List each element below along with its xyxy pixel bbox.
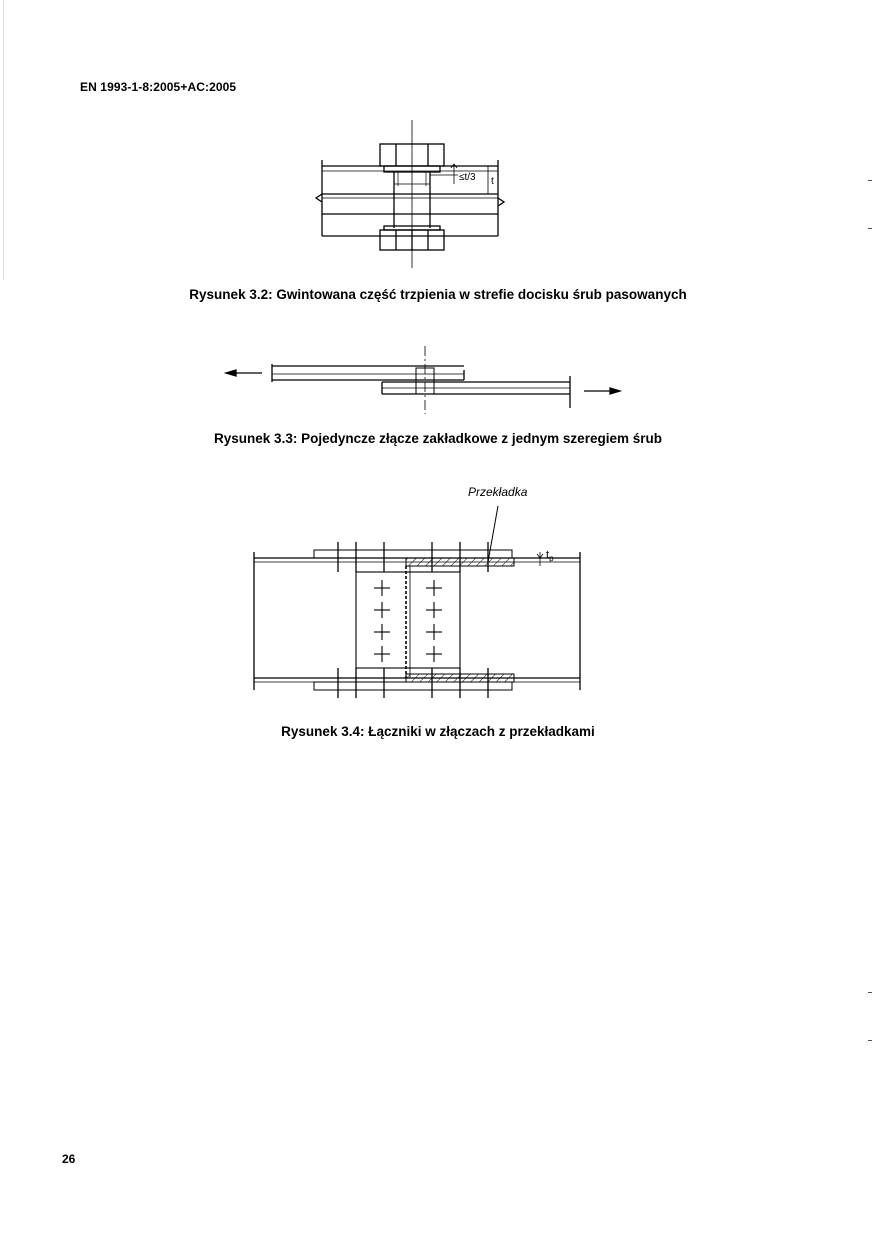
figure-3-4-drawing xyxy=(246,482,592,702)
figure-3-2-drawing xyxy=(300,118,520,270)
document-header: EN 1993-1-8:2005+AC:2005 xyxy=(80,80,237,94)
edge-mark xyxy=(868,992,872,993)
packing-label: Przekładka xyxy=(468,485,528,499)
figure-3-3-drawing xyxy=(220,344,630,416)
figure-3-3-caption: Rysunek 3.3: Pojedyncze złącze zakładkowe z jednym szeregiem śrub xyxy=(214,431,662,446)
page-number: 26 xyxy=(62,1152,76,1166)
thickness-label: t xyxy=(491,176,494,187)
edge-mark xyxy=(868,180,872,181)
packing-thickness-label: $t_p$ xyxy=(546,549,554,563)
thread-length-label: ≤t/3 xyxy=(459,172,476,183)
edge-mark xyxy=(868,228,872,229)
figure-3-2-caption: Rysunek 3.2: Gwintowana część trzpienia w strefie docisku śrub pasowanych xyxy=(189,287,687,302)
figure-3-4-caption: Rysunek 3.4: Łączniki w złączach z przekładkami xyxy=(281,724,595,739)
edge-mark xyxy=(868,1040,872,1041)
page-edge-line xyxy=(3,0,4,280)
